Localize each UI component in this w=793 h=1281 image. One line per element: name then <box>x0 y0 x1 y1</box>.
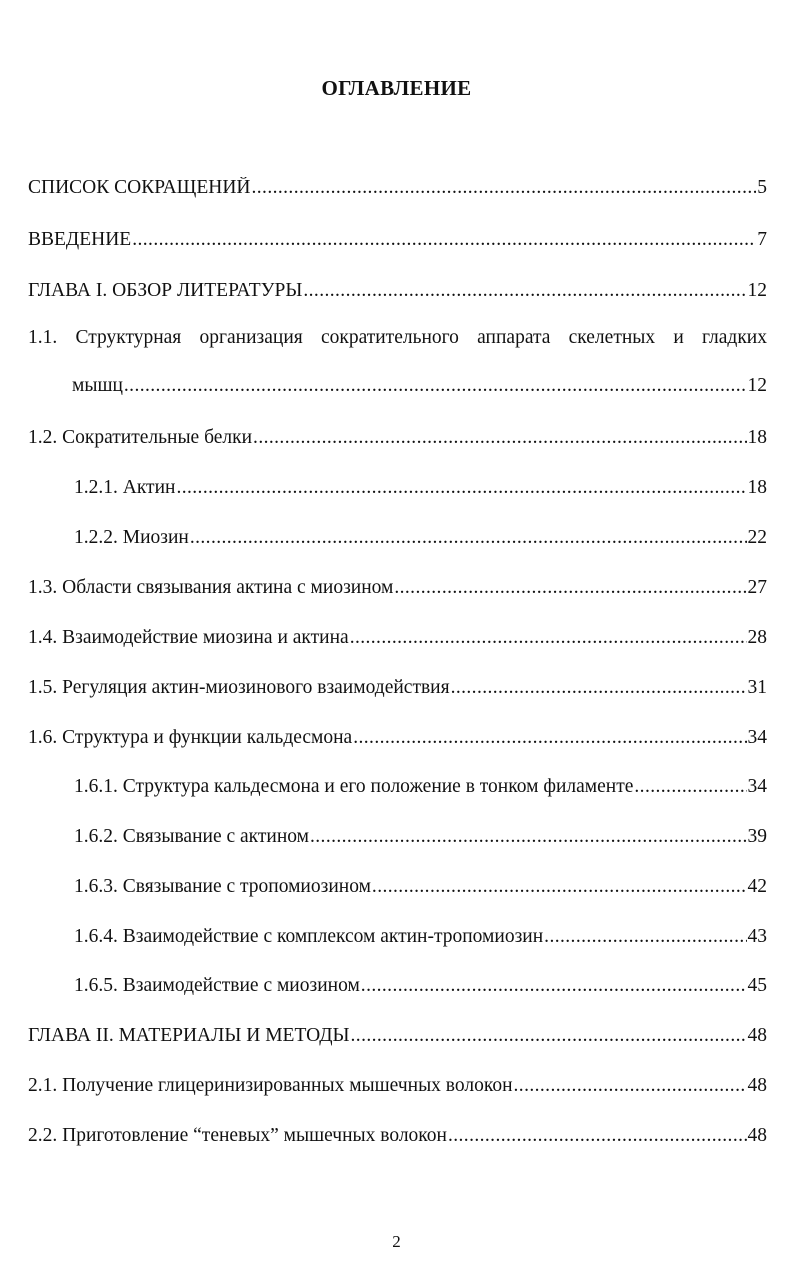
dot-leader <box>448 1125 747 1147</box>
toc-entry-page: 12 <box>747 280 767 301</box>
toc-entry-label: 1.2.1. Актин <box>74 477 176 498</box>
toc-entry-page: 39 <box>747 826 767 847</box>
toc-entry-label: 1.1. Структурная организация сократительного аппарата скелетных и гладких <box>28 327 767 348</box>
toc-entry-label: ГЛАВА I. ОБЗОР ЛИТЕРАТУРЫ <box>28 280 303 301</box>
toc-entry <box>28 229 767 251</box>
page-title: ОГЛАВЛЕНИЕ <box>321 76 472 100</box>
toc-entry-label: СПИСОК СОКРАЩЕНИЙ <box>28 177 251 198</box>
toc-entry-label: 1.5. Регуляция актин-миозинового взаимодействия <box>28 677 450 698</box>
toc-entry-page: 34 <box>747 776 767 797</box>
toc-entry-page: 5 <box>757 177 767 198</box>
toc-entry-label: мышц <box>72 375 123 396</box>
toc-entry <box>74 975 767 997</box>
toc-entry-page: 43 <box>747 926 767 947</box>
toc-entry <box>28 177 767 199</box>
toc-entry <box>28 427 767 449</box>
dot-leader <box>372 876 747 898</box>
dot-leader <box>351 1025 747 1047</box>
dot-leader <box>310 826 747 848</box>
dot-leader <box>252 177 757 199</box>
toc-entry-label: 2.1. Получение глицеринизированных мышечных волокон <box>28 1075 513 1096</box>
toc-entry-label: 1.3. Области связывания актина с миозином <box>28 577 394 598</box>
toc-entry-label: 1.4. Взаимодействие миозина и актина <box>28 627 349 648</box>
toc-entry <box>74 826 767 848</box>
toc-entry-page: 48 <box>747 1075 767 1096</box>
toc-entry <box>74 926 767 948</box>
toc-entry-multiline <box>28 327 767 397</box>
toc-entry-continuation <box>72 375 767 397</box>
dot-leader <box>634 776 746 798</box>
toc-entry-page: 45 <box>747 975 767 996</box>
toc-entry-label: 1.6. Структура и функции кальдесмона <box>28 727 353 748</box>
toc-entry-label: 1.2.2. Миозин <box>74 527 189 548</box>
toc-entry-label: 1.6.3. Связывание с тропомиозином <box>74 876 371 897</box>
page-number: 2 <box>392 1232 401 1251</box>
toc-entry <box>28 1125 767 1147</box>
dot-leader <box>361 975 747 997</box>
toc-entry <box>28 1075 767 1097</box>
dot-leader <box>176 477 746 499</box>
toc-entry-label: 2.2. Приготовление “теневых” мышечных волокон <box>28 1125 447 1146</box>
toc-entry <box>28 280 767 302</box>
toc-entry-page: 7 <box>757 229 767 250</box>
toc-entry-label: 1.6.2. Связывание с актином <box>74 826 309 847</box>
toc-entry <box>28 727 767 749</box>
toc-entry <box>28 677 767 699</box>
toc-entry <box>74 876 767 898</box>
dot-leader <box>350 627 747 649</box>
toc-entry <box>74 477 767 499</box>
toc-entry <box>28 627 767 649</box>
toc-entry-page: 18 <box>747 477 767 498</box>
toc-entry-label: 1.6.1. Структура кальдесмона и его положение в тонком филаменте <box>74 776 634 797</box>
toc-entry-page: 12 <box>747 375 767 396</box>
toc-entry-page: 22 <box>747 527 767 548</box>
toc-entry-label: 1.2. Сократительные белки <box>28 427 253 448</box>
toc-entry-page: 28 <box>747 627 767 648</box>
toc-entry-page: 27 <box>747 577 767 598</box>
dot-leader <box>544 926 746 948</box>
dot-leader <box>124 375 747 397</box>
toc-entry <box>28 1025 767 1047</box>
toc-entry-label: 1.6.4. Взаимодействие с комплексом актин-тропомиозин <box>74 926 544 947</box>
dot-leader <box>394 577 746 599</box>
toc-entry <box>74 776 767 798</box>
toc-entry-page: 42 <box>747 876 767 897</box>
toc-entry-label: ВВЕДЕНИЕ <box>28 229 132 250</box>
dot-leader <box>190 527 747 549</box>
toc-entry-page: 31 <box>747 677 767 698</box>
toc-entry <box>74 527 767 549</box>
dot-leader <box>353 727 746 749</box>
toc-entry <box>28 577 767 599</box>
dot-leader <box>514 1075 747 1097</box>
toc-entry-page: 34 <box>747 727 767 748</box>
toc-entry-page: 48 <box>747 1025 767 1046</box>
toc-entry-label: 1.6.5. Взаимодействие с миозином <box>74 975 360 996</box>
dot-leader <box>132 229 756 251</box>
dot-leader <box>303 280 746 302</box>
toc-entry-page: 48 <box>747 1125 767 1146</box>
toc-entry-label: ГЛАВА II. МАТЕРИАЛЫ И МЕТОДЫ <box>28 1025 350 1046</box>
dot-leader <box>253 427 746 449</box>
toc-entry-page: 18 <box>747 427 767 448</box>
dot-leader <box>451 677 747 699</box>
